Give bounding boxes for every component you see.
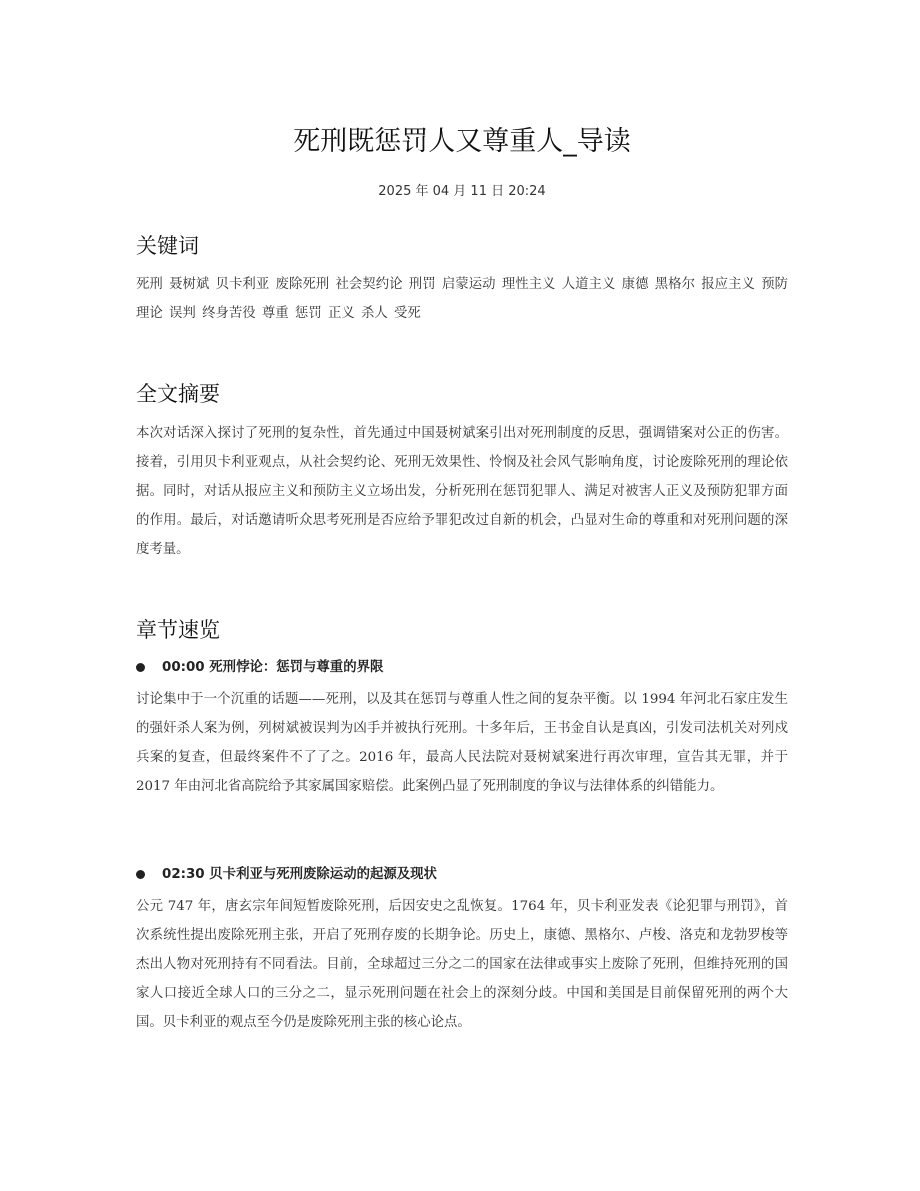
- chapter-1-heading: [136, 657, 788, 679]
- chapters-heading: 章节速览: [136, 618, 220, 642]
- chapter-2-heading: [136, 864, 788, 886]
- bullet-icon: [136, 870, 145, 879]
- document-date: 2025 年 04 月 11 日 20:24: [378, 184, 546, 199]
- chapter-1-text: 讨论集中于一个沉重的话题——死刑，以及其在惩罚与尊重人性之间的复杂平衡。以 1994 年河北石家庄发生的强奸杀人案为例，列树斌被误判为凶手并被执行死刑。十多年后，王书金自认是真凶，引发司法机关对列戍兵案的复查，但最终案件不了了之。2016 年，最高人民法院对聂树斌案进行再次审理，宣告其无罪，并于 2017 年由河北省高院给予其家属国家赔偿。此案例凸显了死刑制度的争议与法律体系的纠错能力。: [136, 692, 788, 794]
- keywords-text: 死刑 聂树斌 贝卡利亚 废除死刑 社会契约论 刑罚 启蒙运动 理性主义 人道主义 康德 黑格尔 报应主义 预防理论 误判 终身苦役 尊重 惩罚 正义 杀人 受死: [136, 277, 788, 321]
- chapter-2-title: 02:30 贝卡利亚与死刑废除运动的起源及现状: [162, 867, 437, 882]
- summary-text: 本次对话深入探讨了死刑的复杂性，首先通过中国聂树斌案引出对死刑制度的反思，强调错案对公正的伤害。接着，引用贝卡利亚观点，从社会契约论、死刑无效果性、怜悯及社会风气影响角度，讨论废除死刑的理论依据。同时，对话从报应主义和预防主义立场出发，分析死刑在惩罚犯罪人、满足对被害人正义及预防犯罪方面的作用。最后，对话邀请听众思考死刑是否应给予罪犯改过自新的机会，凸显对生命的尊重和对死刑问题的深度考量。: [136, 426, 788, 557]
- chapter-1-title: 00:00 死刑悖论：惩罚与尊重的界限: [162, 660, 384, 675]
- document-title: 死刑既惩罚人又尊重人_导读: [293, 126, 631, 157]
- summary-heading: 全文摘要: [136, 382, 220, 406]
- chapter-2-text: 公元 747 年，唐玄宗年间短暂废除死刑，后因安史之乱恢复。1764 年，贝卡利亚发表《论犯罪与刑罚》，首次系统性提出废除死刑主张，开启了死刑存废的长期争论。历史上，康德、黑格尔、卢梭、洛克和龙勃罗梭等杰出人物对死刑持有不同看法。目前，全球超过三分之二的国家在法律或事实上废除了死刑，但维持死刑的国家人口接近全球人口的三分之二，显示死刑问题在社会上的深刻分歧。中国和美国是目前保留死刑的两个大国。贝卡利亚的观点至今仍是废除死刑主张的核心论点。: [136, 899, 788, 1030]
- bullet-icon: [136, 663, 145, 672]
- keywords-heading: 关键词: [136, 234, 199, 258]
